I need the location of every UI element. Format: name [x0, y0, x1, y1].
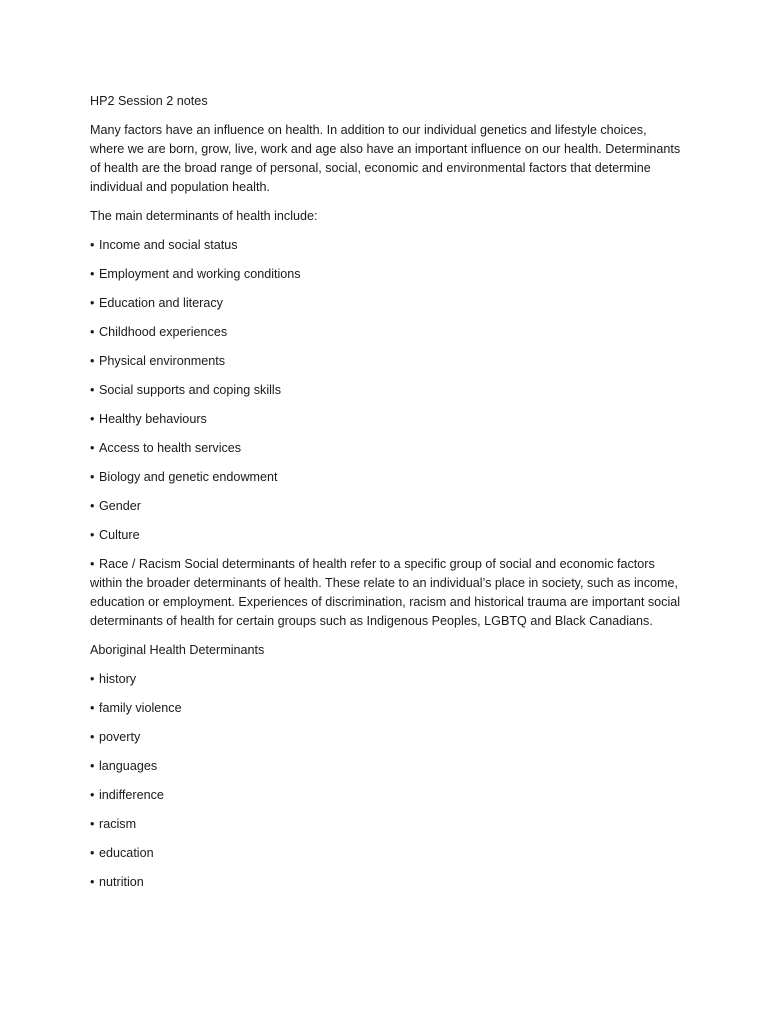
bullet-icon: • — [90, 499, 95, 513]
list-item — [90, 265, 682, 284]
bullet-icon: • — [90, 730, 95, 744]
list-item-text: Race / Racism Social determinants of health refer to a specific group of social and economic factors within the broader determinants of health. These relate to an individual’s place in society, such as income, education or employment. Experiences of discrimination, racism and historical trauma are important social determinants of health for certain groups such as Indigenous Peoples, LGBTQ and Black Canadians. — [90, 557, 681, 628]
list-item-text: Social supports and coping skills — [99, 383, 282, 397]
bullet-icon: • — [90, 412, 95, 426]
list-item — [90, 670, 682, 689]
list-item — [90, 815, 682, 834]
bullet-icon: • — [90, 528, 95, 542]
bullet-icon: • — [90, 557, 95, 571]
bullet-icon: • — [90, 238, 95, 252]
bullet-icon: • — [90, 296, 95, 310]
bullet-icon: • — [90, 354, 95, 368]
bullet-icon: • — [90, 875, 95, 889]
list-item — [90, 439, 682, 458]
intro-paragraph: Many factors have an influence on health. In addition to our individual genetics and lifestyle choices, where we are born, grow, live, work and age also have an important influence on our health. Determinants of health are the broad range of personal, social, economic and environmental factors that determine individual and population health. — [90, 123, 681, 194]
list-item — [90, 381, 682, 400]
list-item-text: nutrition — [99, 875, 144, 889]
list-item — [90, 352, 682, 371]
list-item — [90, 873, 682, 892]
list-item-text: history — [99, 672, 137, 686]
list-item — [90, 410, 682, 429]
bullet-icon: • — [90, 267, 95, 281]
list-item-text: languages — [99, 759, 158, 773]
list-item-text: Income and social status — [99, 238, 238, 252]
aboriginal-determinants-heading: Aboriginal Health Determinants — [90, 643, 265, 657]
list-item — [90, 294, 682, 313]
aboriginal-determinants-list — [90, 670, 682, 892]
main-determinants-heading: The main determinants of health include: — [90, 209, 318, 223]
bullet-icon: • — [90, 441, 95, 455]
bullet-icon: • — [90, 325, 95, 339]
list-item-text: Biology and genetic endowment — [99, 470, 278, 484]
list-item-text: education — [99, 846, 154, 860]
list-item — [90, 236, 682, 255]
document-body — [90, 92, 682, 902]
bullet-icon: • — [90, 701, 95, 715]
list-item — [90, 555, 682, 631]
bullet-icon: • — [90, 383, 95, 397]
list-item-text: Healthy behaviours — [99, 412, 207, 426]
list-item — [90, 757, 682, 776]
list-item-text: Gender — [99, 499, 142, 513]
list-item — [90, 323, 682, 342]
bullet-icon: • — [90, 672, 95, 686]
list-item-text: Childhood experiences — [99, 325, 228, 339]
list-item — [90, 526, 682, 545]
list-item — [90, 468, 682, 487]
bullet-icon: • — [90, 788, 95, 802]
list-item-text: Access to health services — [99, 441, 242, 455]
list-item-text: poverty — [99, 730, 141, 744]
list-item — [90, 728, 682, 747]
list-item — [90, 699, 682, 718]
list-item-text: family violence — [99, 701, 182, 715]
list-item — [90, 786, 682, 805]
list-item-text: Education and literacy — [99, 296, 223, 310]
list-item-text: Physical environments — [99, 354, 225, 368]
document-title: HP2 Session 2 notes — [90, 94, 208, 108]
list-item — [90, 844, 682, 863]
list-item-text: indifference — [99, 788, 164, 802]
determinants-list — [90, 236, 682, 631]
bullet-icon: • — [90, 817, 95, 831]
list-item-text: racism — [99, 817, 137, 831]
bullet-icon: • — [90, 759, 95, 773]
bullet-icon: • — [90, 846, 95, 860]
list-item-text: Culture — [99, 528, 140, 542]
bullet-icon: • — [90, 470, 95, 484]
list-item-text: Employment and working conditions — [99, 267, 301, 281]
list-item — [90, 497, 682, 516]
